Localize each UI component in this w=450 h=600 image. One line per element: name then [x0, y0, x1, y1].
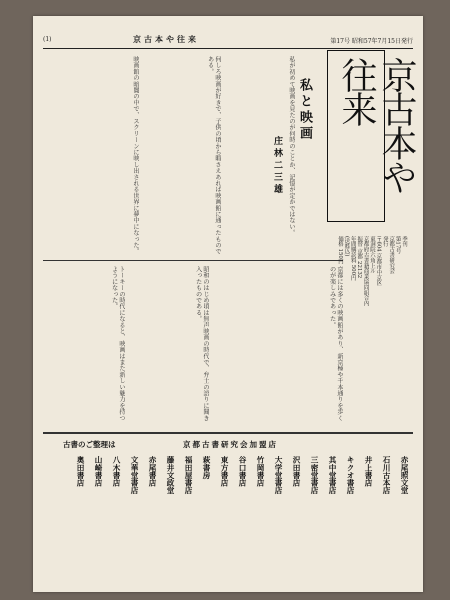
issue-date: 第17号 昭和57年7月15日発行 — [330, 38, 413, 45]
info-line: 第17号 — [394, 236, 401, 254]
info-line: 季刊 — [401, 236, 407, 247]
newsletter-page — [33, 16, 423, 592]
member-store-list — [63, 456, 409, 574]
info-line: 年間購読料 500円 — [349, 236, 356, 281]
store-name: 沢田書店 — [292, 456, 301, 487]
article-column-5: 昭和のはじめ頃は無声映画の時代で、弁士の語りに聞き入ったものである。 — [194, 266, 209, 421]
column-divider-1 — [43, 260, 343, 261]
association-title: 京都古書研究会加盟店 — [183, 440, 278, 449]
article-column-4: 京都には多くの映画館があり、新京極や千本通りを歩くのが楽しみであった。 — [328, 266, 343, 421]
info-line: 振替 京都 22132 — [356, 236, 363, 279]
store-name: 竹岡書店 — [256, 456, 265, 487]
page-number: (1) — [43, 36, 52, 43]
info-line: (送料込) — [343, 236, 350, 257]
info-line: 価格 150円 — [336, 236, 343, 265]
store-name: 石川古本店 — [382, 456, 391, 494]
store-name: 其中堂書店 — [328, 456, 337, 494]
store-name: 八木書店 — [112, 456, 121, 487]
header-title: 京古本や往来 — [133, 35, 199, 44]
info-line: 京都府古書籍商業協同組合内 — [362, 236, 369, 307]
guide-label: 古書のご整理は — [63, 440, 116, 449]
info-line: 京都古書研究会 — [388, 236, 395, 274]
store-name: キクオ書店 — [346, 456, 355, 494]
store-name: 山崎書店 — [94, 456, 103, 487]
store-name: 赤尾照文堂 — [400, 456, 409, 494]
info-line: 東洞院六角上ル — [368, 236, 375, 274]
footer-heading — [63, 439, 393, 451]
store-name: 藤井文政堂 — [166, 456, 175, 494]
publication-info — [336, 236, 407, 386]
article-column-2: 何しろ映画が好きで、子供の頃から暇さえあれば映画館に通ったものである。 — [206, 56, 221, 255]
store-name: 大学堂書店 — [274, 456, 283, 494]
article-column-1: 私が初めて映画を見たのが何時のことか、記憶が定かではない。 — [288, 56, 295, 236]
store-name: 東方書店 — [220, 456, 229, 487]
store-name: 三密堂書店 — [310, 456, 319, 494]
store-name: 福田屋書店 — [184, 456, 193, 494]
info-line: 〒604 京都市中京区 — [375, 236, 382, 286]
info-line: 発行 — [381, 236, 388, 247]
article-title: 私と映画 — [297, 78, 312, 142]
page-header — [43, 32, 413, 49]
store-name: 赤尾書店 — [148, 456, 157, 487]
store-name: 井上書店 — [364, 456, 373, 487]
article-author: 庄林二三雄 — [272, 136, 282, 196]
store-name: 萩書房 — [202, 456, 211, 479]
article-column-3: 映画館の暗闇の中で、スクリーンに映し出される世界に夢中になった。 — [132, 56, 139, 255]
footer-divider — [43, 432, 413, 434]
store-name: 谷口書店 — [238, 456, 247, 487]
masthead-box — [327, 50, 417, 222]
store-name: 文華堂書店 — [130, 456, 139, 494]
store-name: 奥田書店 — [76, 456, 85, 487]
article-column-6: トーキーの時代になると、映画はまた新しい魅力を持つようになった。 — [110, 266, 125, 421]
masthead-logo: 京古本や往来 — [336, 57, 417, 193]
